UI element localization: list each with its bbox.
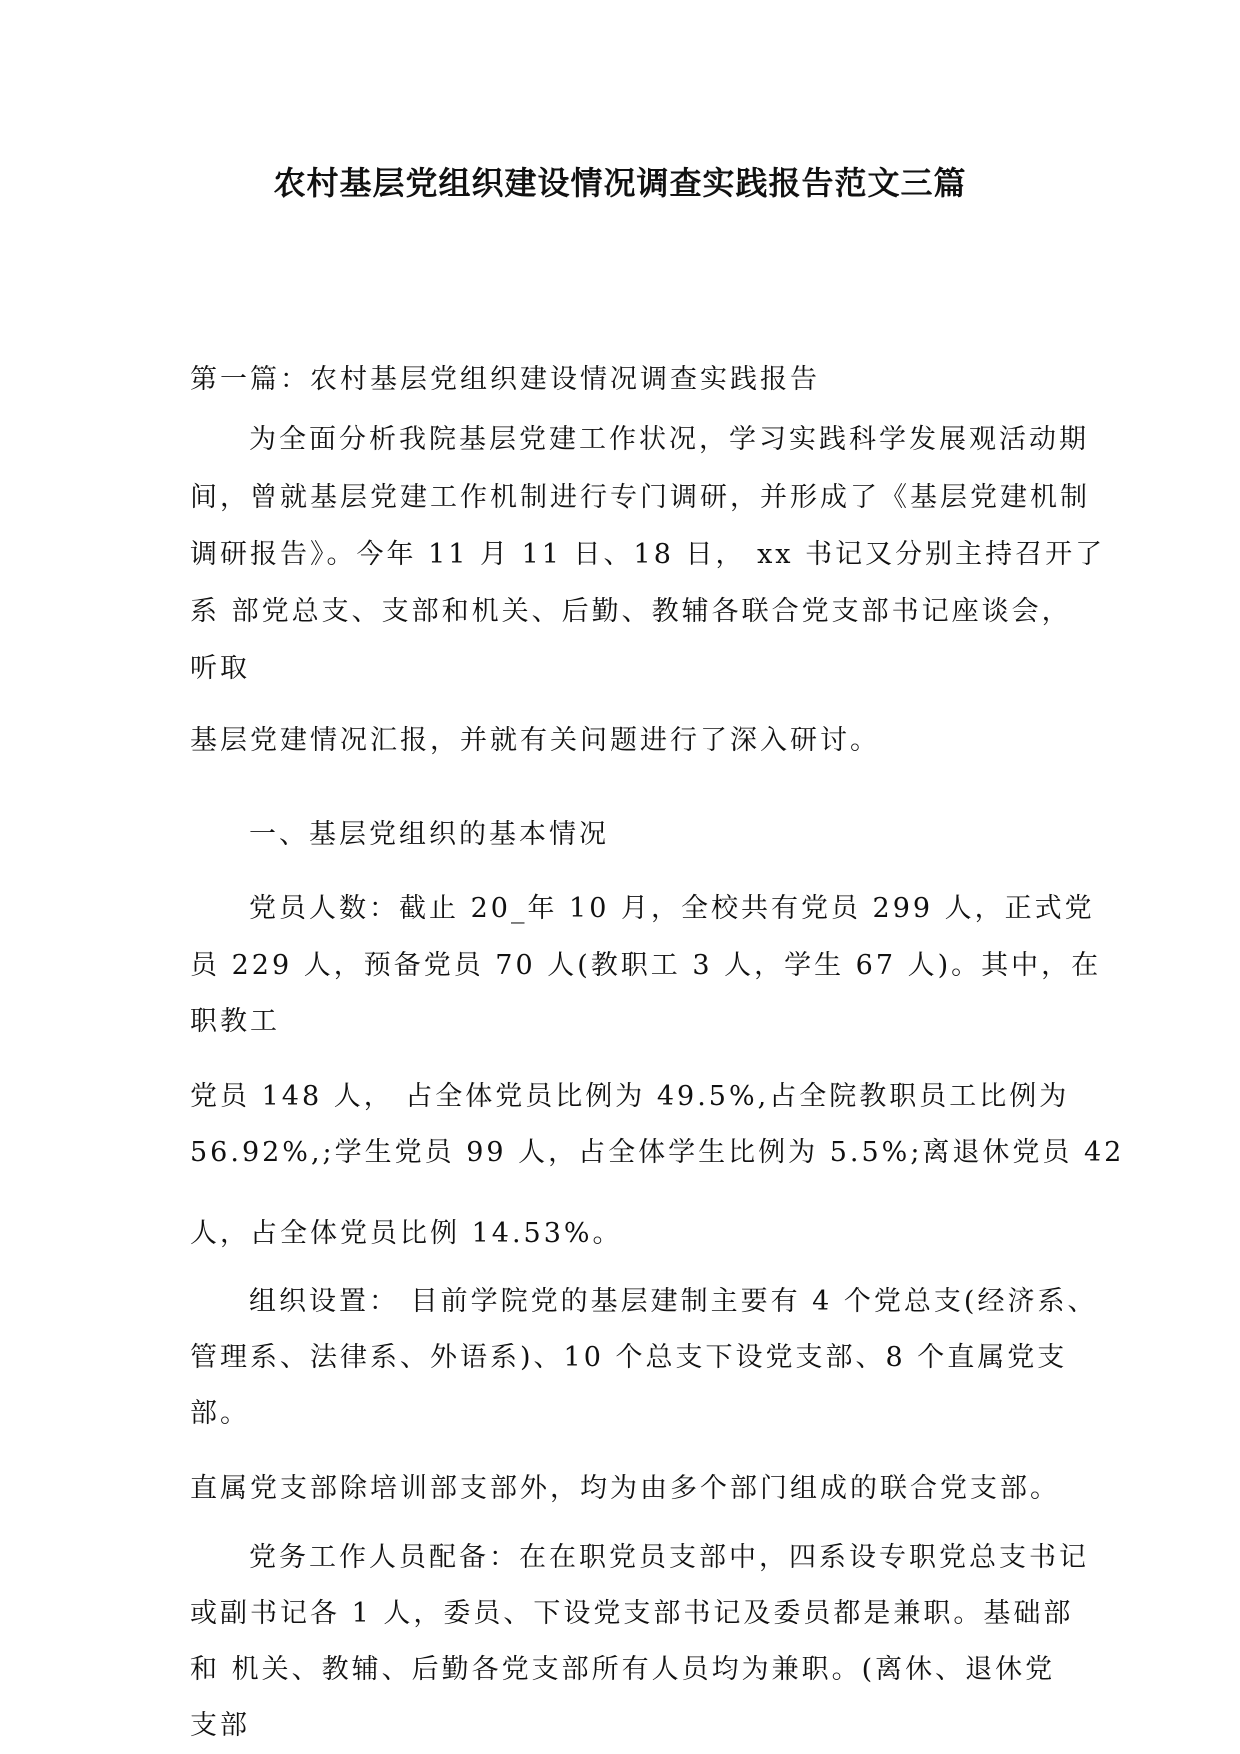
- document-title: 农村基层党组织建设情况调查实践报告范文三篇: [273, 164, 967, 202]
- paragraph-line: 员 229 人，预备党员 70 人(教职工 3 人，学生 67 人)。其中，在: [190, 950, 1102, 981]
- paragraph-line: 间，曾就基层党建工作机制进行专门调研，并形成了《基层党建机制: [190, 482, 1090, 513]
- paragraph-line: 党务工作人员配备：在在职党员支部中，四系设专职党总支书记: [249, 1542, 1089, 1573]
- paragraph-line: 管理系、法律系、外语系)、10 个总支下设党支部、8 个直属党支: [190, 1342, 1068, 1373]
- paragraph-line: 支部: [190, 1710, 250, 1741]
- paragraph-line: 系 部党总支、支部和机关、后勤、教辅各联合党支部书记座谈会，: [190, 596, 1072, 627]
- paragraph-line: 直属党支部除培训部支部外，均为由多个部门组成的联合党支部。: [190, 1473, 1060, 1504]
- paragraph-line: 部。: [190, 1398, 250, 1429]
- section-heading-part-one: 第一篇：农村基层党组织建设情况调查实践报告: [190, 364, 820, 395]
- subsection-heading: 一、基层党组织的基本情况: [249, 819, 609, 850]
- paragraph-line: 56.92%,;学生党员 99 人，占全体学生比例为 5.5%;离退休党员 42: [190, 1137, 1125, 1168]
- paragraph-line: 人，占全体党员比例 14.53%。: [190, 1218, 623, 1249]
- paragraph-line: 党员人数：截止 20_年 10 月，全校共有党员 299 人，正式党: [249, 893, 1095, 924]
- paragraph-line: 党员 148 人， 占全体党员比例为 49.5%,占全院教职员工比例为: [190, 1081, 1070, 1112]
- paragraph-line: 或副书记各 1 人，委员、下设党支部书记及委员都是兼职。基础部: [190, 1598, 1074, 1629]
- paragraph-line: 调研报告》。今年 11 月 11 日、18 日， xx 书记又分别主持召开了: [190, 539, 1106, 570]
- paragraph-line: 职教工: [190, 1006, 280, 1037]
- paragraph-line: 组织设置： 目前学院党的基层建制主要有 4 个党总支(经济系、: [249, 1286, 1098, 1317]
- paragraph-line: 为全面分析我院基层党建工作状况，学习实践科学发展观活动期: [249, 424, 1089, 455]
- paragraph-line: 基层党建情况汇报，并就有关问题进行了深入研讨。: [190, 725, 880, 756]
- paragraph-line: 和 机关、教辅、后勤各党支部所有人员均为兼职。(离休、退休党: [190, 1654, 1056, 1685]
- paragraph-line: 听取: [190, 653, 250, 684]
